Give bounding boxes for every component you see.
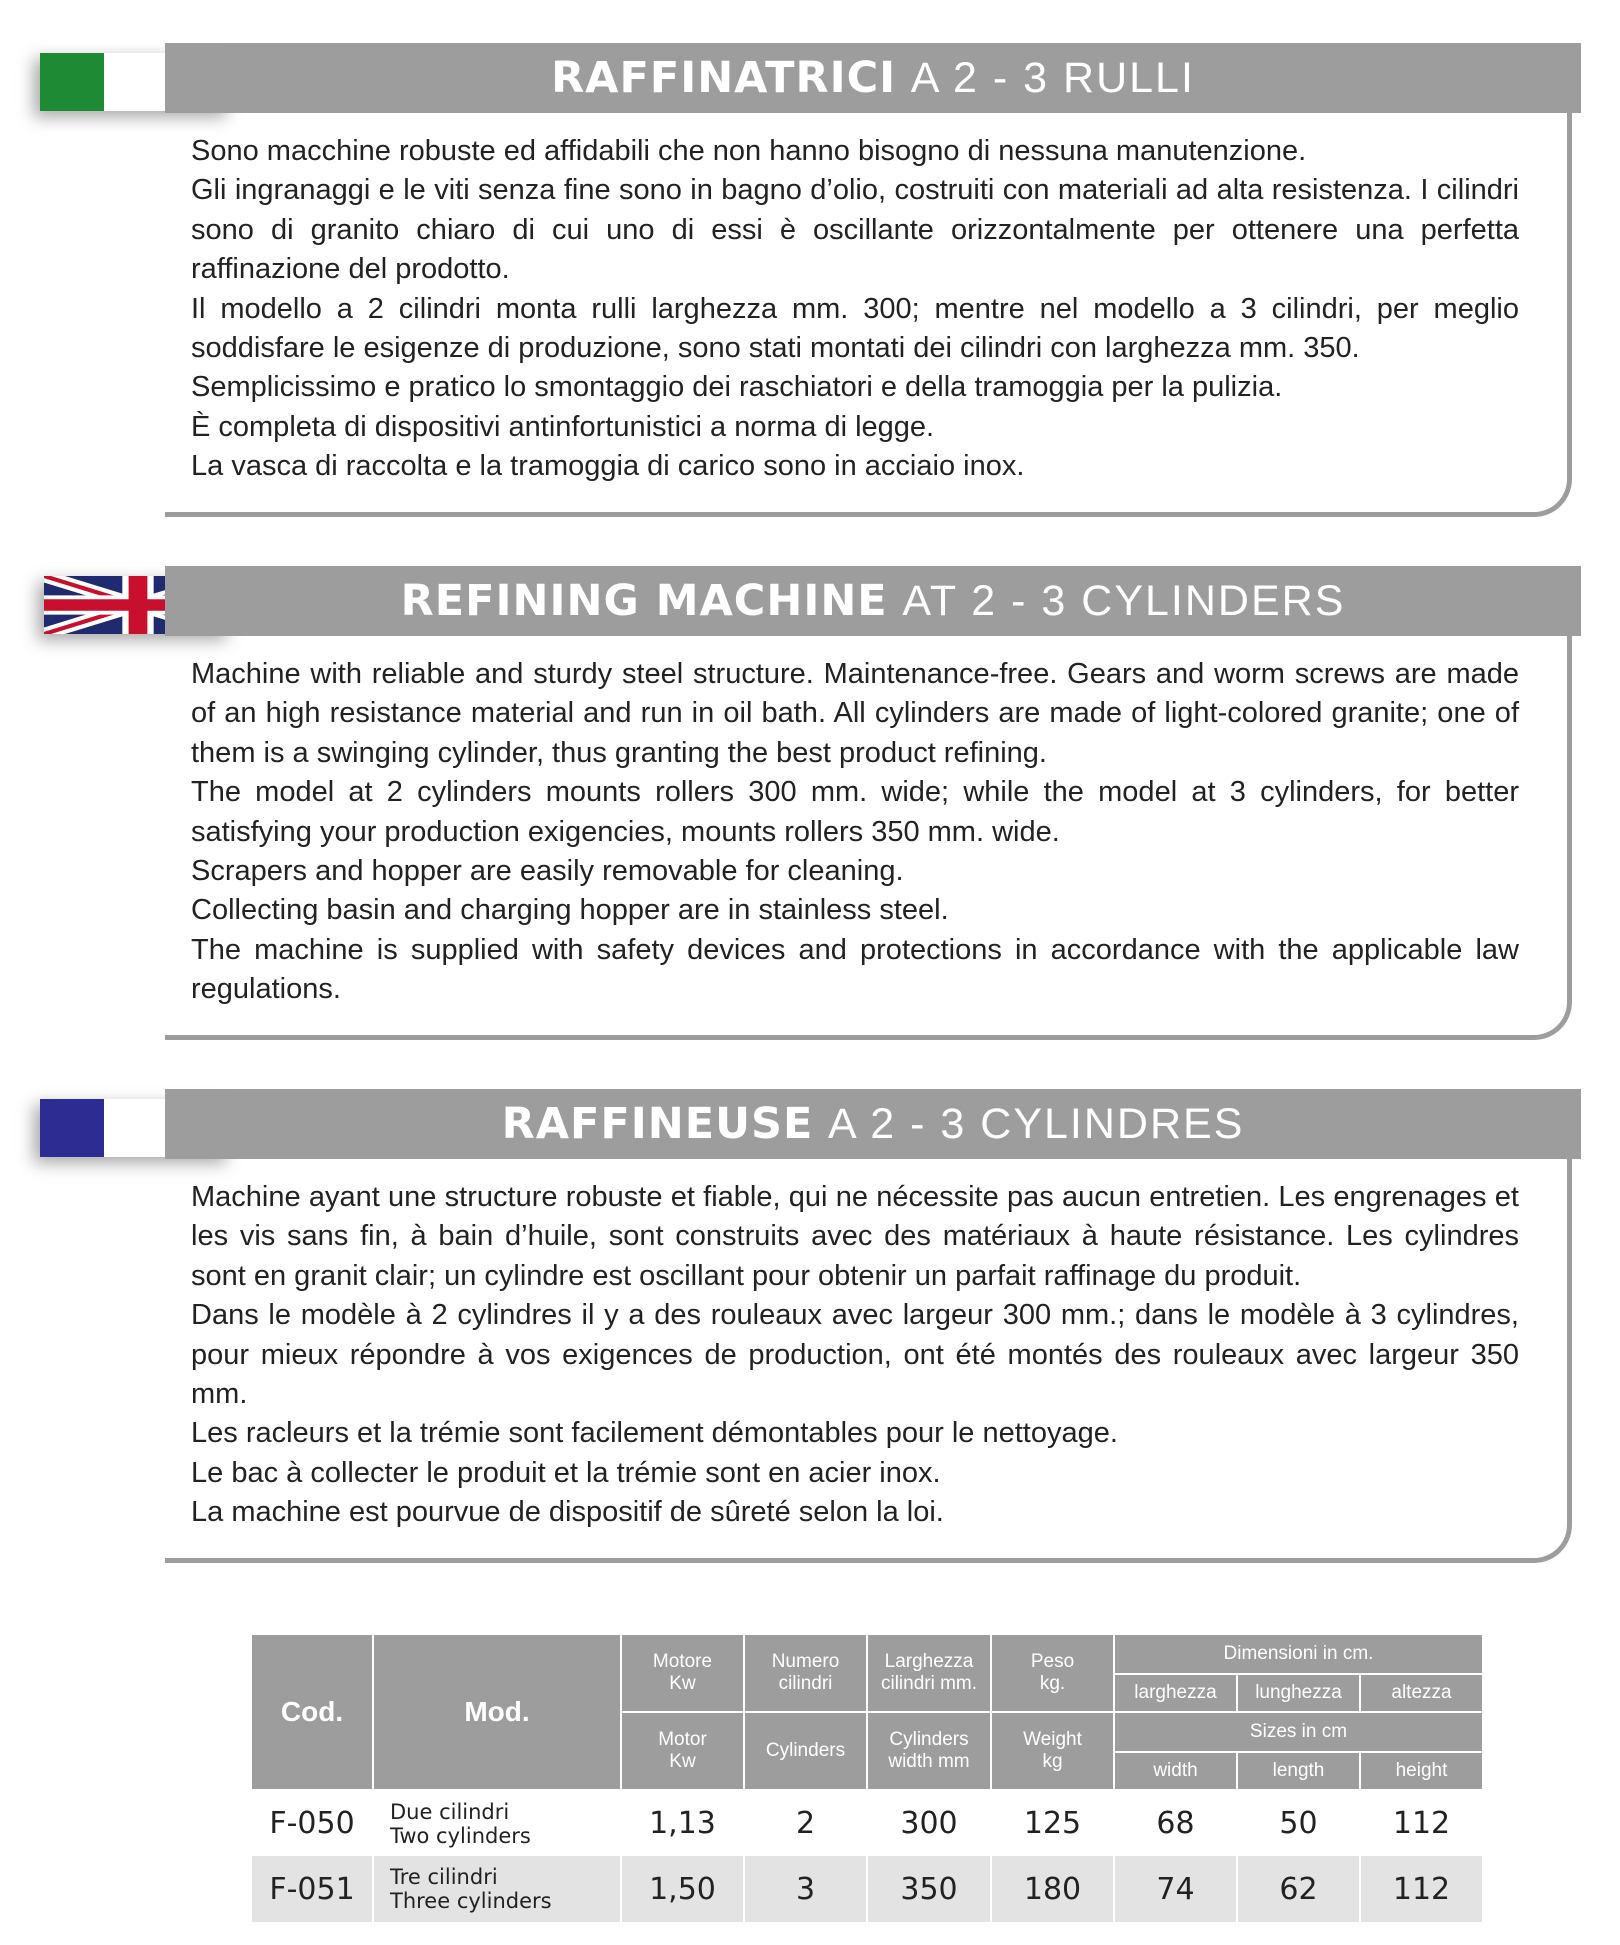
- paragraph: Gli ingranaggi e le viti senza fine sono in bagno d’olio, costruiti con materiali ad alta resistenza. I cilindri sono di granito chiaro di cui uno di essi è oscillante orizzontalmente per ottenere una perfetta raffinazione del prodotto.: [191, 174, 1519, 286]
- header-mod: Mod.: [373, 1634, 621, 1790]
- header-cod: Cod.: [251, 1634, 373, 1790]
- paragraph: Machine with reliable and sturdy steel structure. Maintenance-free. Gears and worm screws are made of an high resistance material and run in oil bath. All cylinders are made of light-colored granite; one of them is a swinging cylinder, thus granting the best product refining.: [191, 658, 1519, 769]
- title-bold: RAFFINEUSE: [501, 1099, 814, 1149]
- cell-height-cm: 112: [1360, 1790, 1483, 1856]
- paragraph: Le bac à collecter le produit et la trémie sont en acier inox.: [191, 1456, 941, 1489]
- header-dimensions-it: Dimensioni in cm.: [1114, 1634, 1483, 1674]
- model-en: Two cylinders: [390, 1823, 531, 1848]
- title-light: A 2 - 3 RULLI: [910, 54, 1195, 102]
- model-it: Due cilindri: [390, 1799, 510, 1824]
- title-bold: RAFFINATRICI: [551, 53, 897, 103]
- header-cylinders-count-it: Numero cilindri: [744, 1634, 867, 1712]
- paragraph: La vasca di raccolta e la tramoggia di carico sono in acciaio inox.: [191, 450, 1025, 483]
- cell-length-cm: 62: [1237, 1856, 1360, 1922]
- paragraph: Sono macchine robuste ed affidabili che non hanno bisogno di nessuna manutenzione.: [191, 135, 1307, 167]
- paragraph: Collecting basin and charging hopper are in stainless steel.: [191, 894, 949, 927]
- body-text: [191, 1159, 1519, 1558]
- section-title: [165, 566, 1581, 636]
- paragraph: Semplicissimo e pratico lo smontaggio dei raschiatori e della tramoggia per la pulizia.: [191, 371, 1283, 404]
- header-height-en: height: [1360, 1752, 1483, 1790]
- header-length-en: length: [1237, 1752, 1360, 1790]
- text-box: [165, 1159, 1572, 1563]
- title-bold: REFINING MACHINE: [400, 576, 888, 626]
- header-dimensions-en: Sizes in cm: [1114, 1712, 1483, 1752]
- paragraph: Dans le modèle à 2 cylindres il y a des rouleaux avec largeur 300 mm.; dans le modèle à 3 cylindres, pour mieux répondre à vos exigences de production, ont été montés des rouleaux avec largeur 350 mm.: [191, 1299, 1519, 1411]
- cell-cod: F-050: [251, 1790, 373, 1856]
- table-row: [251, 1790, 1483, 1856]
- cell-cylinders: 2: [744, 1790, 867, 1856]
- section-title: [165, 43, 1581, 113]
- cell-kw: 1,13: [621, 1790, 744, 1856]
- header-motor-it: Motore Kw: [621, 1634, 744, 1712]
- cell-model: [373, 1856, 621, 1922]
- model-it: Tre cilindri: [390, 1865, 498, 1889]
- header-height-it: altezza: [1360, 1674, 1483, 1712]
- section-title: [165, 1089, 1581, 1159]
- cell-height-cm: 112: [1360, 1856, 1483, 1922]
- paragraph: The model at 2 cylinders mounts rollers 300 mm. wide; while the model at 3 cylinders, for better satisfying your production exigencies, mounts rollers 350 mm. wide.: [191, 776, 1519, 848]
- header-weight-it: Peso kg.: [991, 1634, 1114, 1712]
- header-weight-en: Weight kg: [991, 1712, 1114, 1790]
- paragraph: La machine est pourvue de dispositif de sûreté selon la loi.: [191, 1496, 944, 1529]
- text-box: [165, 636, 1572, 1040]
- body-text: [191, 113, 1519, 512]
- header-width-it: larghezza: [1114, 1674, 1237, 1712]
- header-length-it: lunghezza: [1237, 1674, 1360, 1712]
- cell-width-mm: 300: [867, 1790, 991, 1856]
- paragraph: Il modello a 2 cilindri monta rulli larghezza mm. 300; mentre nel modello a 3 cilindri, per meglio soddisfare le esigenze di produzione, sono stati montati dei cilindri con larghezza mm. 350.: [191, 292, 1519, 365]
- cell-width-mm: 350: [867, 1856, 991, 1922]
- header-width-en: width: [1114, 1752, 1237, 1790]
- cell-length-cm: 50: [1237, 1790, 1360, 1856]
- cell-kg: 125: [991, 1790, 1114, 1856]
- body-text: [191, 636, 1519, 1035]
- header-cylinders-count-en: Cylinders: [744, 1712, 867, 1790]
- specifications-table: [250, 1633, 1484, 1922]
- text-box: [165, 113, 1572, 517]
- header-cylinder-width-it: Larghezza cilindri mm.: [867, 1634, 991, 1712]
- paragraph: Machine ayant une structure robuste et fiable, qui ne nécessite pas aucun entretien. Les engrenages et les vis sans fin, à bain d’huile, sont construits avec des matériaux à haute résistance. Les cylindres sont en granit clair; un cylindre est oscillant pour obtenir un parfait raffinage du produit.: [191, 1181, 1519, 1292]
- paragraph: È completa di dispositivi antinfortunistici a norma di legge.: [191, 410, 935, 443]
- cell-width-cm: 68: [1114, 1790, 1237, 1856]
- paragraph: The machine is supplied with safety devices and protections in accordance with the applicable law regulations.: [191, 933, 1519, 1006]
- table-row: [251, 1856, 1483, 1922]
- header-motor-en: Motor Kw: [621, 1712, 744, 1790]
- title-light: AT 2 - 3 CYLINDERS: [902, 577, 1346, 625]
- cell-model: [373, 1790, 621, 1856]
- cell-cod: F-051: [251, 1856, 373, 1922]
- cell-cylinders: 3: [744, 1856, 867, 1922]
- cell-kg: 180: [991, 1856, 1114, 1922]
- paragraph: Les racleurs et la trémie sont facilement démontables pour le nettoyage.: [191, 1417, 1118, 1450]
- header-cylinder-width-en: Cylinders width mm: [867, 1712, 991, 1790]
- cell-width-cm: 74: [1114, 1856, 1237, 1922]
- model-en: Three cylinders: [390, 1889, 552, 1913]
- paragraph: Scrapers and hopper are easily removable for cleaning.: [191, 855, 904, 888]
- title-light: A 2 - 3 CYLINDRES: [828, 1100, 1245, 1148]
- cell-kw: 1,50: [621, 1856, 744, 1922]
